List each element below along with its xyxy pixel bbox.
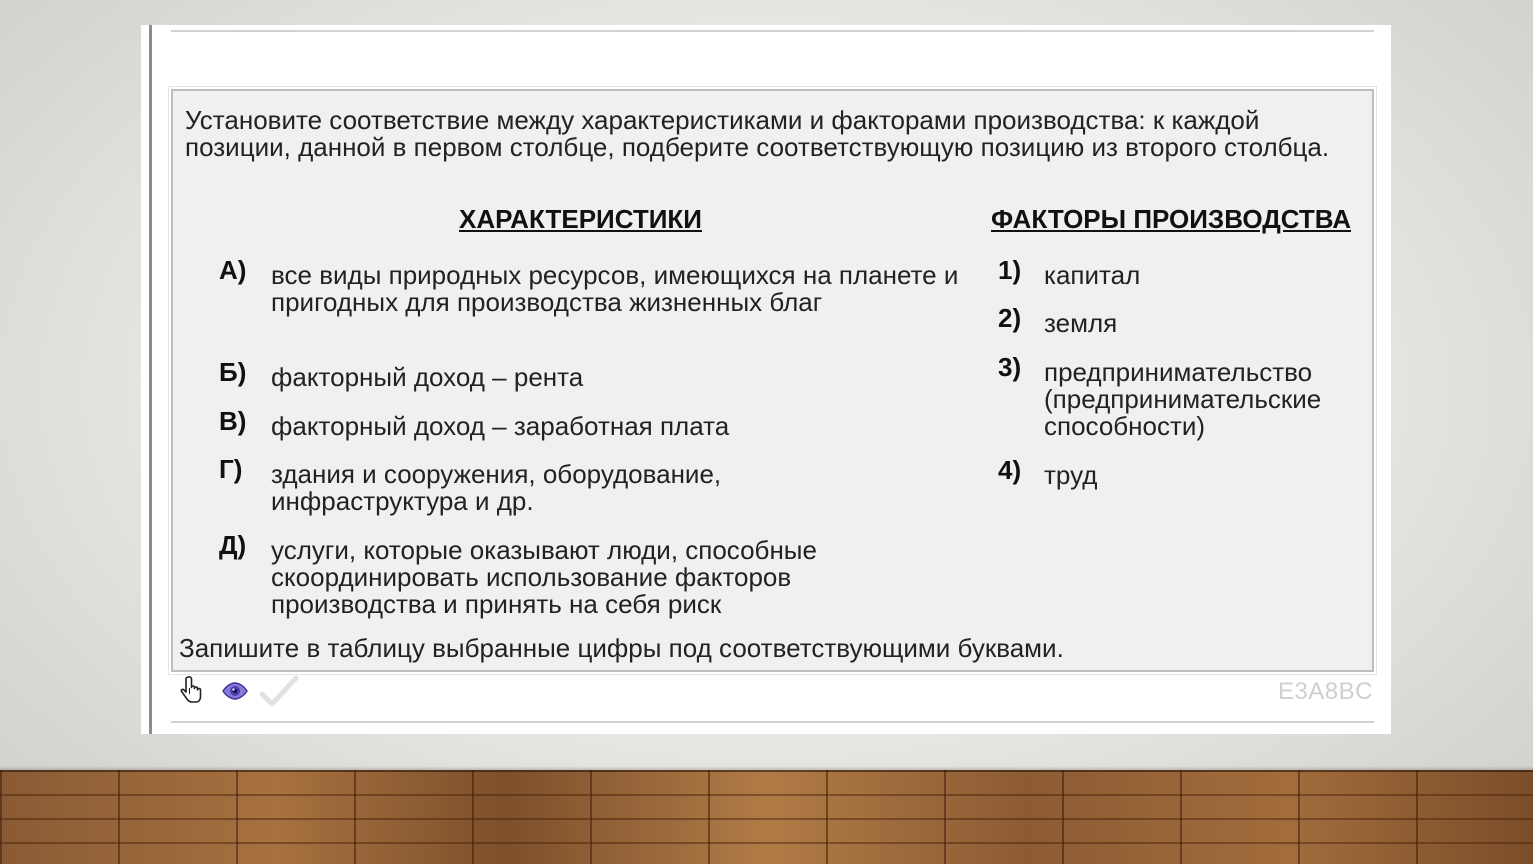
characteristic-key: Г) xyxy=(219,454,243,484)
task-code: E3A8BC xyxy=(1277,678,1373,705)
slide xyxy=(141,25,1391,734)
factor-text: предпринимательство (предпринимательские способности) xyxy=(1044,357,1322,441)
floor-shadow xyxy=(0,766,1533,772)
factor-key: 2) xyxy=(998,303,1022,333)
factor-text: капитал xyxy=(1044,260,1141,290)
top-divider xyxy=(171,30,1374,32)
checkmark-icon[interactable] xyxy=(259,675,291,707)
bottom-divider xyxy=(171,721,1374,723)
characteristic-key: Д) xyxy=(219,530,247,560)
wooden-floor xyxy=(0,770,1533,864)
characteristic-text: факторный доход – заработная плата xyxy=(271,411,730,441)
factor-key: 4) xyxy=(998,455,1022,485)
factor-key: 3) xyxy=(998,352,1022,382)
characteristic-key: В) xyxy=(219,406,247,436)
factor-text: земля xyxy=(1044,308,1118,338)
characteristics-header: ХАРАКТЕРИСТИКИ xyxy=(459,204,702,234)
characteristic-key: Б) xyxy=(219,357,247,387)
eye-icon[interactable] xyxy=(219,675,251,707)
task-instruction: Установите соответствие между характеристиками и факторами производства: к каждой позиции, данной в первом столбце, подберите соответствующую позицию из второго столбца. xyxy=(185,105,1330,162)
characteristic-text: услуги, которые оказывают люди, способные скоординировать использование факторов производства и принять на себя риск xyxy=(271,535,817,619)
factors-header: ФАКТОРЫ ПРОИЗВОДСТВА xyxy=(991,204,1352,234)
factor-key: 1) xyxy=(998,255,1022,285)
factor-text: труд xyxy=(1044,460,1098,490)
characteristic-text: факторный доход – рента xyxy=(271,362,584,392)
task-box xyxy=(171,89,1374,672)
task-footer: Запишите в таблицу выбранные цифры под соответствующими буквами. xyxy=(179,633,1064,663)
pointer-hand-icon[interactable] xyxy=(175,675,207,707)
characteristic-text: все виды природных ресурсов, имеющихся на планете и пригодных для производства жизненных благ xyxy=(271,260,959,317)
characteristic-key: А) xyxy=(219,255,247,285)
slide-left-border xyxy=(149,25,152,734)
characteristic-text: здания и сооружения, оборудование, инфраструктура и др. xyxy=(271,459,722,516)
